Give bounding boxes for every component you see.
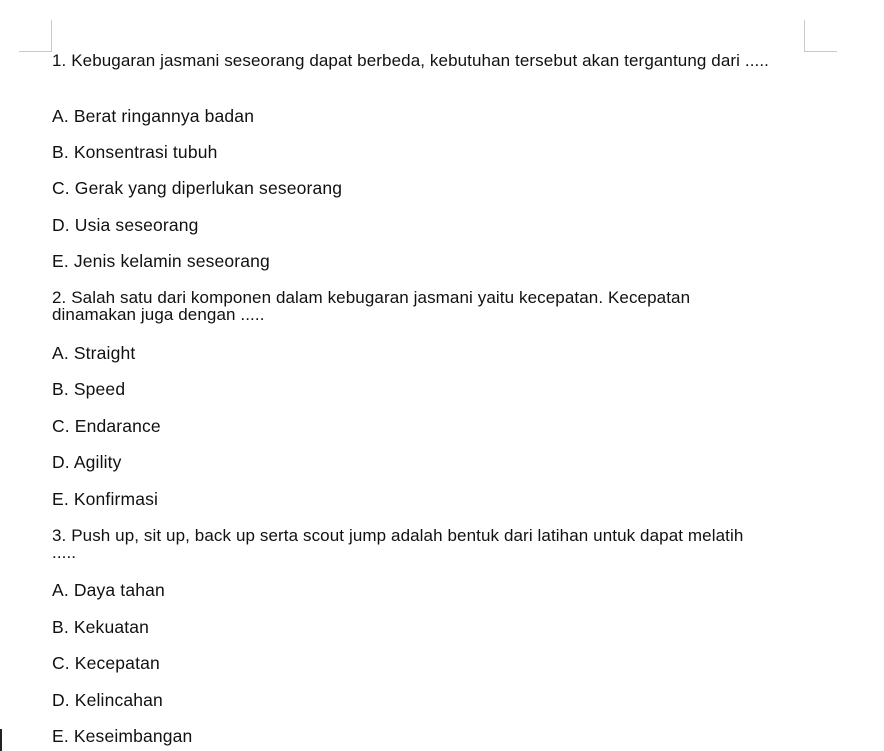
question-3-option-e[interactable]: E. Keseimbangan: [52, 726, 193, 746]
question-1-option-c[interactable]: C. Gerak yang diperlukan seseorang: [52, 178, 343, 198]
question-3-option-c[interactable]: C. Kecepatan: [52, 653, 160, 673]
question-3-option-d[interactable]: D. Kelincahan: [52, 690, 163, 710]
page-edge-marker: [0, 729, 2, 751]
crop-mark-top-right-horizontal: [804, 51, 837, 52]
crop-mark-top-left-horizontal: [19, 51, 52, 52]
question-1-option-b[interactable]: B. Konsentrasi tubuh: [52, 142, 218, 162]
question-1-option-e[interactable]: E. Jenis kelamin seseorang: [52, 251, 270, 271]
question-3-option-a[interactable]: A. Daya tahan: [52, 580, 165, 600]
question-2-option-c[interactable]: C. Endarance: [52, 416, 161, 436]
question-3-option-b[interactable]: B. Kekuatan: [52, 617, 149, 637]
question-3: [52, 527, 772, 561]
question-2-text: 2. Salah satu dari komponen dalam kebugaran jasmani yaitu kecepatan. Kecepatan dinamakan juga dengan .....: [52, 288, 691, 324]
question-2-option-d[interactable]: D. Agility: [52, 452, 122, 472]
question-1: [52, 52, 772, 69]
crop-mark-top-right-vertical: [804, 20, 805, 52]
question-1-option-d[interactable]: D. Usia seseorang: [52, 215, 199, 235]
crop-mark-top-left-vertical: [51, 20, 52, 52]
question-3-text: 3. Push up, sit up, back up serta scout jump adalah bentuk dari latihan untuk dapat melatih .....: [52, 526, 744, 562]
question-2-option-e[interactable]: E. Konfirmasi: [52, 489, 159, 509]
question-2-option-a[interactable]: A. Straight: [52, 343, 136, 363]
question-2-option-b[interactable]: B. Speed: [52, 379, 126, 399]
question-1-text: 1. Kebugaran jasmani seseorang dapat berbeda, kebutuhan tersebut akan tergantung dari .....: [52, 51, 769, 70]
question-1-option-a[interactable]: A. Berat ringannya badan: [52, 106, 255, 126]
question-2: [52, 289, 772, 323]
